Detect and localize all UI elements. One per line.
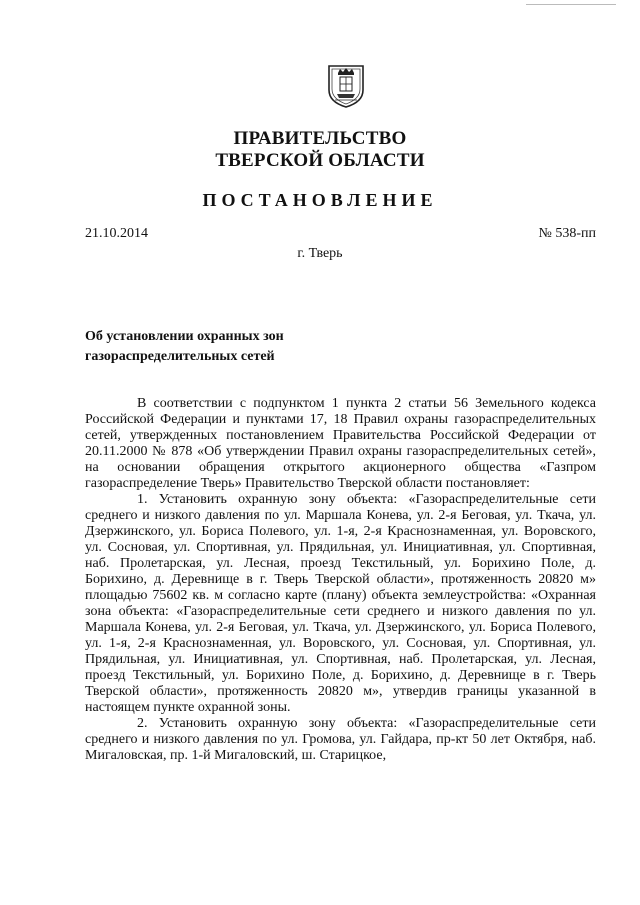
document-type-title: ПОСТАНОВЛЕНИЕ — [202, 190, 438, 210]
body-paragraph-preamble: В соответствии с подпунктом 1 пункта 2 статьи 56 Земельного кодекса Российской Федерации и пунктами 17, 18 Правил охраны газораспределительных сетей, утвержденных постановлением Правительства Российской Федерации от 20.11.2000 № 878 «Об утверждении Правил охраны газораспределительных сетей», на основании обращения открытого акционерного общества «Газпром газораспределение Тверь» Правительство Тверской области постановляет: — [85, 396, 596, 491]
org-name-line-1: ПРАВИТЕЛЬСТВО — [233, 128, 407, 149]
body-paragraph-item-2: 2. Установить охранную зону объекта: «Газораспределительные сети среднего и низкого давления по ул. Громова, ул. Гайдара, пр-кт 50 лет Октября, наб. Мигаловская, пр. 1-й Мигаловский, ш. Старицкое, — [85, 716, 596, 763]
document-city: г. Тверь — [297, 246, 343, 261]
document-subject — [85, 327, 284, 367]
org-name-line-2: ТВЕРСКОЙ ОБЛАСТИ — [215, 150, 425, 171]
scan-edge-mark — [526, 0, 616, 5]
document-number: № 538-пп — [538, 226, 596, 241]
document-date: 21.10.2014 — [85, 226, 148, 241]
tver-coat-of-arms-icon — [327, 60, 365, 108]
subject-line-1: Об установлении охранных зон — [85, 329, 284, 344]
subject-line-2: газораспределительных сетей — [85, 349, 275, 364]
body-paragraph-item-1: 1. Установить охранную зону объекта: «Газораспределительные сети среднего и низкого давления по ул. Маршала Конева, ул. 2-я Беговая, ул. Ткача, ул. Дзержинского, ул. Бориса Полевого, ул. 1-я, 2-я Краснознаменная, ул. Воровского, ул. Сосновая, ул. Спортивная, ул. Прядильная, ул. Инициативная, ул. Спортивная, наб. Пролетарская, ул. Лесная, проезд Текстильный, ул. Борихино Поле, д. Борихино, д. Деревнище в г. Тверь Тверской области», протяженность 20820 м» площадью 75602 кв. м согласно карте (плану) объекта землеустройства: «Охранная зона объекта: «Газораспределительные сети среднего и низкого давления по ул. Маршала Конева, ул. 2-я Беговая, ул. Ткача, ул. Дзержинского, ул. Бориса Полевого, ул. 1-я, 2-я Краснознаменная, ул. Воровского, ул. Сосновая, ул. Спортивная, ул. Прядильная, ул. Инициативная, ул. Спортивная, наб. Пролетарская, ул. Лесная, проезд Текстильный, ул. Борихино Поле, д. Борихино, д. Деревнище в г. Тверь Тверской области», протяженность 20820 м», утвердив границы указанной в настоящем пункте охранной зоны. — [85, 492, 596, 715]
document-body — [85, 396, 596, 764]
